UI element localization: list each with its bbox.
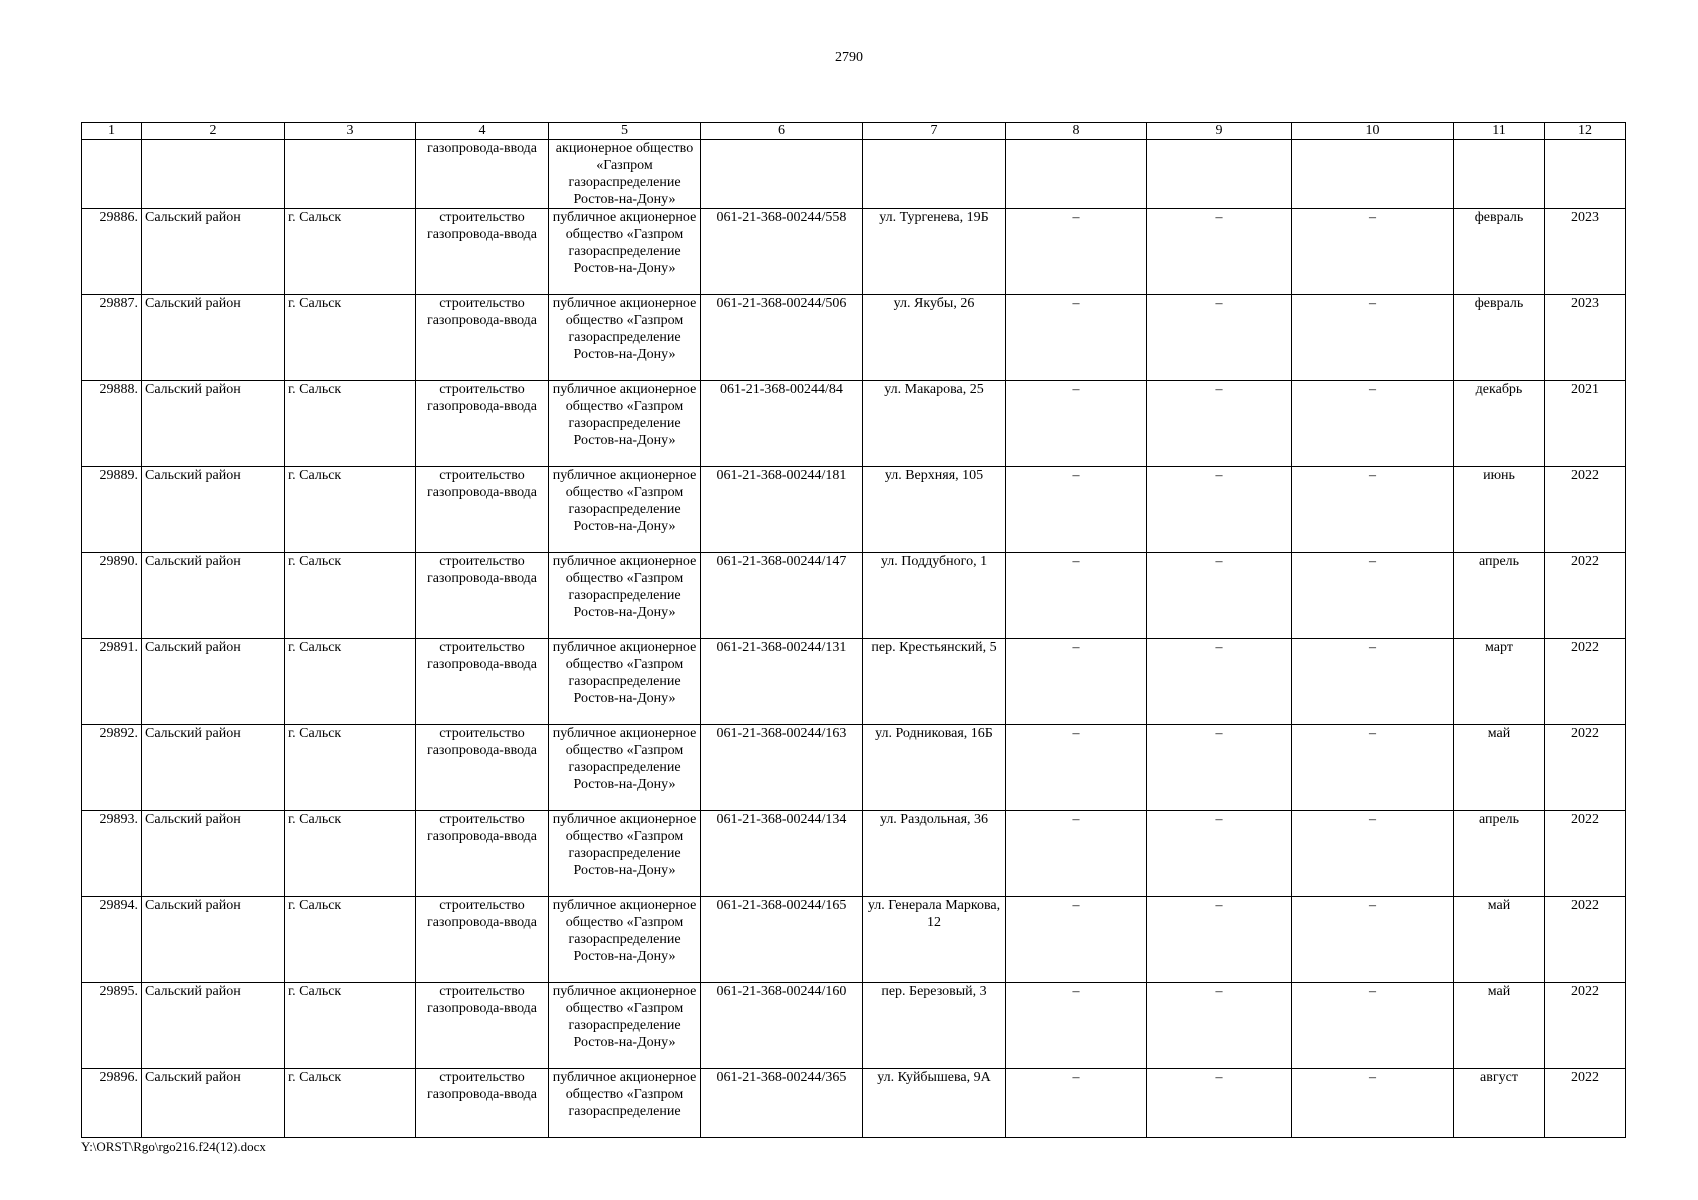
- table-row: [82, 1069, 1626, 1138]
- cell-work-type: строительство газопровода-ввода: [416, 381, 549, 467]
- column-header: 11: [1454, 123, 1545, 140]
- cell-address: ул. Раздольная, 36: [863, 811, 1006, 897]
- cell-col9: [1147, 140, 1292, 209]
- cell-city: г. Сальск: [285, 725, 416, 811]
- cell-district: Сальский район: [142, 467, 285, 553]
- cell-number: 29888.: [82, 381, 142, 467]
- column-header: 1: [82, 123, 142, 140]
- column-number-header-row: [82, 123, 1626, 140]
- cell-city: г. Сальск: [285, 639, 416, 725]
- table-row: [82, 295, 1626, 381]
- table-row: [82, 639, 1626, 725]
- cell-address: пер. Крестьянский, 5: [863, 639, 1006, 725]
- cell-col9: –: [1147, 553, 1292, 639]
- cell-code: 061-21-368-00244/506: [701, 295, 863, 381]
- cell-work-type: строительство газопровода-ввода: [416, 209, 549, 295]
- cell-work-type: газопровода-ввода: [416, 140, 549, 209]
- cell-organization: публичное акционерное общество «Газпром газораспределение Ростов-на-Дону»: [549, 639, 701, 725]
- cell-col10: –: [1292, 1069, 1454, 1138]
- cell-number: 29891.: [82, 639, 142, 725]
- cell-number: 29887.: [82, 295, 142, 381]
- page-number: 2790: [835, 50, 863, 65]
- cell-number: 29889.: [82, 467, 142, 553]
- cell-col10: –: [1292, 467, 1454, 553]
- cell-city: г. Сальск: [285, 983, 416, 1069]
- cell-organization: публичное акционерное общество «Газпром газораспределение Ростов-на-Дону»: [549, 553, 701, 639]
- cell-work-type: строительство газопровода-ввода: [416, 467, 549, 553]
- registry-table: [81, 122, 1626, 1138]
- table-row: [82, 553, 1626, 639]
- cell-district: Сальский район: [142, 553, 285, 639]
- cell-number: 29895.: [82, 983, 142, 1069]
- cell-number: 29893.: [82, 811, 142, 897]
- cell-col10: –: [1292, 725, 1454, 811]
- cell-district: [142, 140, 285, 209]
- table-row: [82, 897, 1626, 983]
- cell-city: г. Сальск: [285, 209, 416, 295]
- table-row: [82, 983, 1626, 1069]
- cell-month: февраль: [1454, 295, 1545, 381]
- cell-organization: акционерное общество «Газпром газораспределение Ростов-на-Дону»: [549, 140, 701, 209]
- cell-col10: –: [1292, 983, 1454, 1069]
- cell-district: Сальский район: [142, 209, 285, 295]
- table-row: [82, 467, 1626, 553]
- cell-work-type: строительство газопровода-ввода: [416, 725, 549, 811]
- cell-col9: –: [1147, 725, 1292, 811]
- cell-city: г. Сальск: [285, 811, 416, 897]
- cell-year: 2021: [1545, 381, 1626, 467]
- column-header: 5: [549, 123, 701, 140]
- cell-year: 2023: [1545, 209, 1626, 295]
- cell-col8: –: [1006, 897, 1147, 983]
- cell-month: август: [1454, 1069, 1545, 1138]
- cell-col9: –: [1147, 381, 1292, 467]
- cell-col9: –: [1147, 983, 1292, 1069]
- cell-col8: –: [1006, 295, 1147, 381]
- cell-work-type: строительство газопровода-ввода: [416, 295, 549, 381]
- cell-code: 061-21-368-00244/165: [701, 897, 863, 983]
- cell-col9: –: [1147, 897, 1292, 983]
- cell-month: май: [1454, 897, 1545, 983]
- cell-code: 061-21-368-00244/147: [701, 553, 863, 639]
- cell-col8: –: [1006, 639, 1147, 725]
- cell-year: 2022: [1545, 725, 1626, 811]
- column-header: 9: [1147, 123, 1292, 140]
- column-header: 2: [142, 123, 285, 140]
- cell-number: [82, 140, 142, 209]
- cell-organization: публичное акционерное общество «Газпром газораспределение Ростов-на-Дону»: [549, 209, 701, 295]
- cell-col10: –: [1292, 639, 1454, 725]
- cell-city: г. Сальск: [285, 295, 416, 381]
- cell-month: март: [1454, 639, 1545, 725]
- cell-year: 2022: [1545, 811, 1626, 897]
- cell-address: ул. Куйбышева, 9А: [863, 1069, 1006, 1138]
- cell-district: Сальский район: [142, 1069, 285, 1138]
- cell-code: 061-21-368-00244/84: [701, 381, 863, 467]
- cell-work-type: строительство газопровода-ввода: [416, 1069, 549, 1138]
- cell-code: 061-21-368-00244/365: [701, 1069, 863, 1138]
- cell-address: ул. Родниковая, 16Б: [863, 725, 1006, 811]
- cell-work-type: строительство газопровода-ввода: [416, 983, 549, 1069]
- cell-city: г. Сальск: [285, 553, 416, 639]
- cell-year: 2022: [1545, 553, 1626, 639]
- cell-work-type: строительство газопровода-ввода: [416, 639, 549, 725]
- cell-address: ул. Верхняя, 105: [863, 467, 1006, 553]
- cell-col8: –: [1006, 983, 1147, 1069]
- cell-col8: –: [1006, 1069, 1147, 1138]
- cell-code: 061-21-368-00244/131: [701, 639, 863, 725]
- cell-work-type: строительство газопровода-ввода: [416, 553, 549, 639]
- cell-year: 2022: [1545, 983, 1626, 1069]
- cell-address: ул. Якубы, 26: [863, 295, 1006, 381]
- cell-district: Сальский район: [142, 983, 285, 1069]
- cell-number: 29894.: [82, 897, 142, 983]
- cell-number: 29890.: [82, 553, 142, 639]
- cell-organization: публичное акционерное общество «Газпром газораспределение Ростов-на-Дону»: [549, 295, 701, 381]
- column-header: 3: [285, 123, 416, 140]
- cell-col8: –: [1006, 467, 1147, 553]
- cell-year: 2022: [1545, 1069, 1626, 1138]
- cell-col10: –: [1292, 381, 1454, 467]
- table-row: [82, 725, 1626, 811]
- cell-address: [863, 140, 1006, 209]
- cell-col10: [1292, 140, 1454, 209]
- cell-address: ул. Поддубного, 1: [863, 553, 1006, 639]
- cell-month: май: [1454, 983, 1545, 1069]
- cell-month: апрель: [1454, 811, 1545, 897]
- cell-district: Сальский район: [142, 897, 285, 983]
- cell-col10: –: [1292, 295, 1454, 381]
- footer-file-path: Y:\ORST\Rgo\rgo216.f24(12).docx: [81, 1139, 266, 1154]
- cell-work-type: строительство газопровода-ввода: [416, 811, 549, 897]
- cell-city: г. Сальск: [285, 381, 416, 467]
- cell-col10: –: [1292, 811, 1454, 897]
- cell-organization: публичное акционерное общество «Газпром газораспределение Ростов-на-Дону»: [549, 897, 701, 983]
- cell-address: пер. Березовый, 3: [863, 983, 1006, 1069]
- cell-city: г. Сальск: [285, 1069, 416, 1138]
- cell-year: [1545, 140, 1626, 209]
- cell-address: ул. Генерала Маркова, 12: [863, 897, 1006, 983]
- cell-col10: –: [1292, 897, 1454, 983]
- cell-organization: публичное акционерное общество «Газпром газораспределение Ростов-на-Дону»: [549, 381, 701, 467]
- table-row: [82, 811, 1626, 897]
- cell-address: ул. Тургенева, 19Б: [863, 209, 1006, 295]
- cell-col8: [1006, 140, 1147, 209]
- cell-col8: –: [1006, 381, 1147, 467]
- cell-month: июнь: [1454, 467, 1545, 553]
- cell-city: [285, 140, 416, 209]
- cell-col8: –: [1006, 209, 1147, 295]
- cell-organization: публичное акционерное общество «Газпром газораспределение Ростов-на-Дону»: [549, 811, 701, 897]
- cell-code: 061-21-368-00244/558: [701, 209, 863, 295]
- table-row: [82, 381, 1626, 467]
- cell-col9: –: [1147, 209, 1292, 295]
- cell-district: Сальский район: [142, 725, 285, 811]
- cell-col8: –: [1006, 725, 1147, 811]
- cell-col10: –: [1292, 209, 1454, 295]
- cell-code: 061-21-368-00244/160: [701, 983, 863, 1069]
- column-header: 6: [701, 123, 863, 140]
- cell-col10: –: [1292, 553, 1454, 639]
- cell-year: 2022: [1545, 639, 1626, 725]
- cell-col8: –: [1006, 811, 1147, 897]
- cell-work-type: строительство газопровода-ввода: [416, 897, 549, 983]
- continuation-row: [82, 140, 1626, 209]
- cell-district: Сальский район: [142, 295, 285, 381]
- cell-number: 29896.: [82, 1069, 142, 1138]
- cell-year: 2023: [1545, 295, 1626, 381]
- cell-code: 061-21-368-00244/134: [701, 811, 863, 897]
- cell-organization: публичное акционерное общество «Газпром газораспределение: [549, 1069, 701, 1138]
- cell-col8: –: [1006, 553, 1147, 639]
- cell-code: 061-21-368-00244/163: [701, 725, 863, 811]
- cell-month: февраль: [1454, 209, 1545, 295]
- column-header: 12: [1545, 123, 1626, 140]
- cell-month: декабрь: [1454, 381, 1545, 467]
- cell-month: апрель: [1454, 553, 1545, 639]
- cell-year: 2022: [1545, 467, 1626, 553]
- cell-organization: публичное акционерное общество «Газпром газораспределение Ростов-на-Дону»: [549, 983, 701, 1069]
- cell-col9: –: [1147, 811, 1292, 897]
- cell-code: [701, 140, 863, 209]
- cell-col9: –: [1147, 1069, 1292, 1138]
- cell-city: г. Сальск: [285, 897, 416, 983]
- cell-city: г. Сальск: [285, 467, 416, 553]
- cell-col9: –: [1147, 467, 1292, 553]
- cell-code: 061-21-368-00244/181: [701, 467, 863, 553]
- column-header: 7: [863, 123, 1006, 140]
- column-header: 8: [1006, 123, 1147, 140]
- cell-number: 29886.: [82, 209, 142, 295]
- cell-district: Сальский район: [142, 811, 285, 897]
- cell-col9: –: [1147, 639, 1292, 725]
- cell-organization: публичное акционерное общество «Газпром газораспределение Ростов-на-Дону»: [549, 725, 701, 811]
- cell-organization: публичное акционерное общество «Газпром газораспределение Ростов-на-Дону»: [549, 467, 701, 553]
- table-row: [82, 209, 1626, 295]
- cell-month: май: [1454, 725, 1545, 811]
- column-header: 4: [416, 123, 549, 140]
- cell-number: 29892.: [82, 725, 142, 811]
- cell-district: Сальский район: [142, 381, 285, 467]
- column-header: 10: [1292, 123, 1454, 140]
- cell-year: 2022: [1545, 897, 1626, 983]
- cell-month: [1454, 140, 1545, 209]
- cell-address: ул. Макарова, 25: [863, 381, 1006, 467]
- cell-district: Сальский район: [142, 639, 285, 725]
- cell-col9: –: [1147, 295, 1292, 381]
